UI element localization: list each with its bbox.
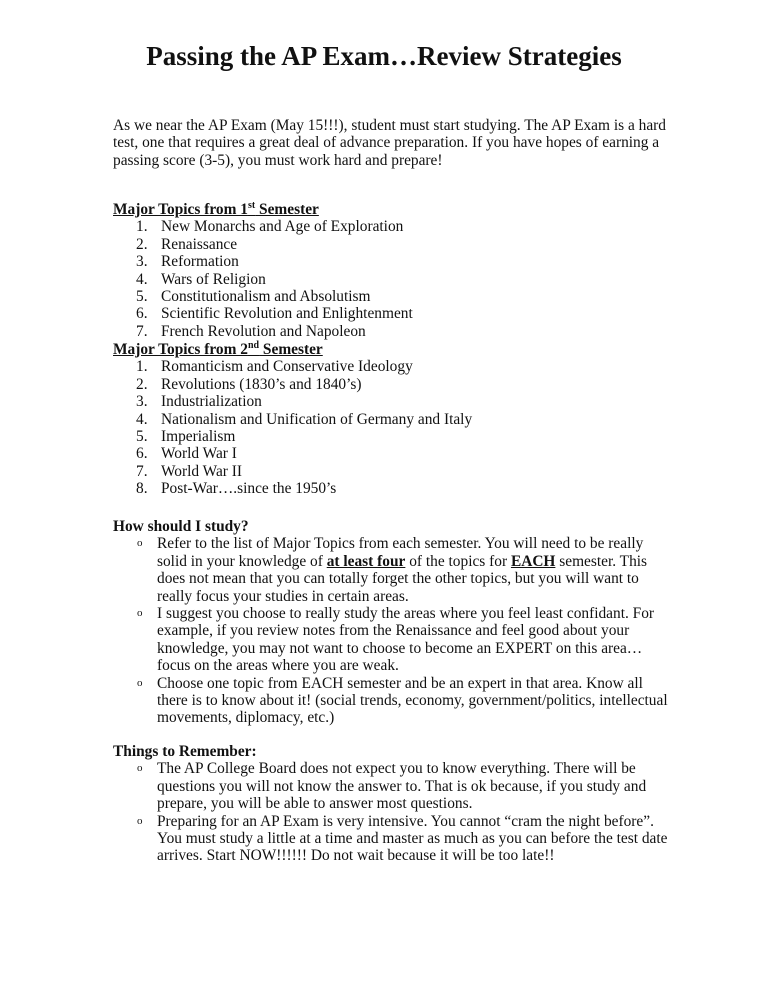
- list-item: [113, 271, 673, 288]
- list-text: New Monarchs and Age of Exploration: [161, 218, 404, 236]
- list-number: 4.: [136, 410, 148, 428]
- heading-text: Major Topics from 2: [113, 341, 248, 358]
- document-title: Passing the AP Exam…Review Strategies: [146, 41, 622, 71]
- list-number: 2.: [136, 235, 148, 253]
- intro-paragraph: As we near the AP Exam (May 15!!!), student must start studying. The AP Exam is a hard test, one that requires a great deal of advance preparation. If you have hopes of earning a passing score (3-5), you must work hard and prepare!: [113, 117, 666, 169]
- list-number: 6.: [136, 305, 148, 323]
- list-number: 3.: [136, 253, 148, 271]
- list-text: World War I: [161, 445, 237, 463]
- list-item: [113, 760, 673, 812]
- list-text: Industrialization: [161, 393, 262, 411]
- list-number: 5.: [136, 428, 148, 446]
- list-text: World War II: [161, 462, 243, 480]
- list-number: 1.: [136, 218, 148, 236]
- heading-text: Major Topics from 1: [113, 201, 248, 218]
- list-number: 6.: [136, 445, 148, 463]
- list-item: [113, 480, 673, 497]
- list-number: 7.: [136, 462, 148, 480]
- bullet-icon: o: [137, 537, 143, 550]
- list-text: Nationalism and Unification of Germany and Italy: [161, 410, 473, 428]
- list-item: [113, 305, 673, 322]
- list-number: 3.: [136, 393, 148, 411]
- list-item: [113, 393, 673, 410]
- list-text: Choose one topic from EACH semester and be an expert in that area. Know all there is to know about it! (social trends, economy, government/politics, intellectual movements, diplomacy, etc.): [157, 674, 668, 727]
- list-text: of the topics for: [405, 552, 511, 570]
- list-item: [113, 358, 673, 375]
- semester2-section: [113, 341, 673, 498]
- semester1-section: [113, 201, 673, 340]
- list-number: 4.: [136, 270, 148, 288]
- list-item: [113, 463, 673, 480]
- list-number: 8.: [136, 480, 148, 498]
- list-item: [113, 445, 673, 462]
- study-section: [113, 518, 673, 727]
- list-text: Post-War….since the 1950’s: [161, 480, 337, 498]
- list-item: [113, 376, 673, 393]
- list-item: [113, 411, 673, 428]
- study-heading: How should I study?: [113, 518, 249, 535]
- list-text: Renaissance: [161, 235, 238, 253]
- list-item: [113, 605, 673, 675]
- list-text: I suggest you choose to really study the areas where you feel least confidant. For example, if you review notes from the Renaissance and feel good about your knowledge, you may not want to choose to become an EXPERT on this area…focus on the areas where you are weak.: [157, 605, 655, 675]
- remember-section: [113, 743, 673, 865]
- bullet-icon: o: [137, 814, 143, 827]
- remember-bullet-list: [113, 760, 673, 864]
- list-text: semester. This does not mean that you can totally forget the other topics, but you will want to really focus your studies in certain areas.: [157, 552, 648, 605]
- list-text: Constitutionalism and Absolutism: [161, 288, 371, 306]
- list-text: Imperialism: [161, 428, 236, 446]
- bullet-icon: o: [137, 676, 143, 689]
- list-item: [113, 288, 673, 305]
- semester1-topic-list: [113, 218, 673, 340]
- list-text: French Revolution and Napoleon: [161, 322, 366, 340]
- ordinal-suffix: nd: [247, 340, 260, 351]
- list-item: [113, 428, 673, 445]
- list-text: Reformation: [161, 253, 239, 271]
- emphasis-text: EACH: [510, 552, 556, 570]
- heading-text: Semester: [255, 201, 319, 218]
- list-number: 5.: [136, 288, 148, 306]
- list-text: Refer to the list of Major Topics from each semester. You will need to be really solid in your knowledge of: [157, 535, 644, 570]
- list-text: Scientific Revolution and Enlightenment: [161, 305, 413, 323]
- ordinal-suffix: st: [247, 200, 256, 211]
- list-number: 7.: [136, 322, 148, 340]
- list-text: Romanticism and Conservative Ideology: [161, 358, 413, 376]
- list-item: [113, 253, 673, 270]
- semester1-heading: [113, 201, 673, 218]
- list-text: Wars of Religion: [161, 270, 266, 288]
- list-item: [113, 813, 673, 865]
- bullet-icon: o: [137, 607, 143, 620]
- list-number: 1.: [136, 358, 148, 376]
- semester2-topic-list: [113, 358, 673, 497]
- remember-heading: Things to Remember:: [113, 743, 257, 760]
- list-item: [113, 236, 673, 253]
- list-number: 2.: [136, 375, 148, 393]
- list-text: Revolutions (1830’s and 1840’s): [161, 375, 362, 393]
- list-item: [113, 535, 673, 605]
- bullet-icon: o: [137, 762, 143, 775]
- semester2-heading: [113, 341, 673, 358]
- list-text: The AP College Board does not expect you to know everything. There will be questions you will not know the answer to. That is ok because, if you study and prepare, you will be able to answer most questions.: [157, 760, 647, 813]
- list-item: [113, 323, 673, 340]
- emphasis-text: at least four: [326, 552, 406, 570]
- list-item: [113, 218, 673, 235]
- list-text: Preparing for an AP Exam is very intensive. You cannot “cram the night before”. You must study a little at a time and master as much as you can before the test date arrives. Start NOW!!!!!! Do not wait because it will be too late!!: [157, 812, 668, 865]
- heading-text: Semester: [259, 341, 323, 358]
- list-item: [113, 675, 673, 727]
- study-bullet-list: [113, 535, 673, 726]
